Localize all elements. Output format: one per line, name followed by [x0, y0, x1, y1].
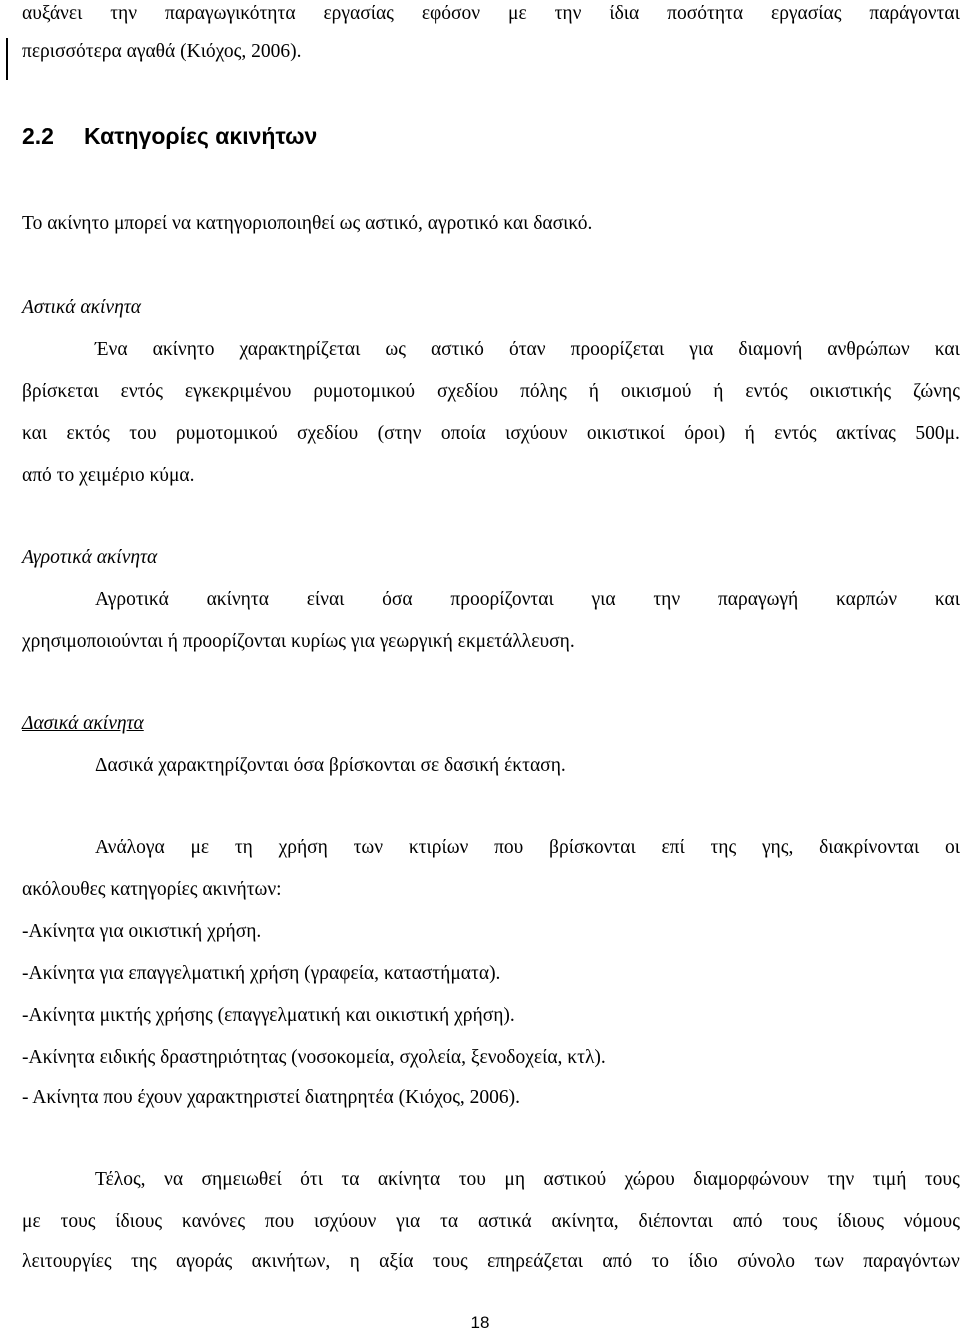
subheading-forest: Δασικά ακίνητα — [22, 713, 144, 734]
word: όροι) — [684, 423, 726, 444]
word: τα — [440, 1211, 459, 1232]
word: Αγροτικά — [95, 589, 169, 610]
word: των — [814, 1251, 844, 1272]
word: από — [732, 1211, 763, 1232]
word: που — [494, 837, 524, 858]
list-item: - Ακίνητα που έχουν χαρακτηριστεί διατηρητέα (Κιόχος, 2006). — [22, 1087, 521, 1108]
word: λειτουργίες — [22, 1251, 112, 1272]
word: ποσότητα — [667, 3, 744, 24]
word: και — [934, 589, 960, 610]
word: Ένα — [95, 339, 128, 360]
word: ρυμοτομικού — [313, 381, 416, 402]
word: για — [396, 1211, 421, 1232]
list-item: -Ακίνητα ειδικής δραστηριότητας (νοσοκομεία, σχολεία, ξενοδοχεία, κτλ). — [22, 1047, 606, 1068]
word: οικισμού — [620, 381, 692, 402]
word: επηρεάζεται — [487, 1251, 584, 1272]
word: αστικό — [430, 339, 484, 360]
word: ίδιους — [837, 1211, 884, 1232]
word: για — [689, 339, 714, 360]
word: διαμονή — [738, 339, 803, 360]
word: που — [264, 1211, 295, 1232]
paragraph-line: χρησιμοποιούνται ή προορίζονται κυρίως για γεωργική εκμετάλλευση. — [22, 631, 575, 652]
word: ίδιο — [688, 1251, 718, 1272]
word: χαρακτηρίζεται — [239, 339, 361, 360]
word: οποία — [440, 423, 486, 444]
word: και — [22, 423, 48, 444]
word: σχεδίου — [436, 381, 499, 402]
word: ίδια — [609, 3, 640, 24]
word: εντός — [745, 381, 788, 402]
word: ως — [385, 339, 406, 360]
word: 500μ. — [915, 423, 960, 444]
paragraph-line: Δασικά χαρακτηρίζονται όσα βρίσκονται σε δασική έκταση. — [95, 755, 566, 776]
word: αυξάνει — [22, 3, 83, 24]
word: ίδιους — [115, 1211, 163, 1232]
section-number: 2.2 — [22, 123, 54, 149]
word: ακτίνας — [836, 423, 896, 444]
word: σύνολο — [737, 1251, 796, 1272]
page-number: 18 — [470, 1313, 490, 1332]
word: διακρίνονται — [819, 837, 920, 858]
section-heading — [22, 122, 317, 150]
word: αγοράς — [176, 1251, 233, 1272]
word: διαμορφώνουν — [693, 1169, 809, 1190]
word: για — [591, 589, 616, 610]
word: εργασίας — [771, 3, 842, 24]
word: τα — [341, 1169, 360, 1190]
word: των — [353, 837, 384, 858]
word: αστικά — [477, 1211, 532, 1232]
word: τους — [782, 1211, 818, 1232]
word: Τέλος, — [95, 1169, 146, 1190]
word: την — [554, 3, 582, 24]
word: (στην — [377, 423, 422, 444]
word: με — [22, 1211, 41, 1232]
word: να — [164, 1169, 184, 1190]
word: Ανάλογα — [95, 837, 165, 858]
list-item: -Ακίνητα μικτής χρήσης (επαγγελματική και οικιστική χρήση). — [22, 1005, 515, 1026]
word: με — [190, 837, 210, 858]
word: από — [602, 1251, 633, 1272]
word: διέπονται — [638, 1211, 713, 1232]
word: αξία — [379, 1251, 414, 1272]
word: ισχύουν — [505, 423, 568, 444]
word: την — [110, 3, 138, 24]
section-title: Κατηγορίες ακινήτων — [84, 123, 318, 149]
word: βρίσκεται — [22, 381, 99, 402]
word: παραγωγή — [717, 589, 799, 610]
revision-bar — [6, 38, 8, 80]
word: τους — [60, 1211, 96, 1232]
word: πόλης — [520, 381, 567, 402]
word: εγκεκριμένου — [184, 381, 292, 402]
paragraph-line — [22, 422, 960, 446]
word: προορίζεται — [570, 339, 665, 360]
list-item: -Ακίνητα για οικιστική χρήση. — [22, 921, 262, 942]
word: οικιστικοί — [586, 423, 665, 444]
word: εντός — [774, 423, 817, 444]
paragraph-line — [95, 1168, 960, 1192]
word: με — [508, 3, 527, 24]
word: γης, — [761, 837, 794, 858]
word: όταν — [508, 339, 546, 360]
word: είναι — [306, 589, 345, 610]
intro-paragraph: Το ακίνητο μπορεί να κατηγοριοποιηθεί ως αστικό, αγροτικό και δασικό. — [22, 213, 593, 234]
word: της — [130, 1251, 157, 1272]
word: σχεδίου — [297, 423, 359, 444]
word: ισχύουν — [314, 1211, 377, 1232]
word: τιμή — [872, 1169, 907, 1190]
paragraph-line — [22, 1210, 960, 1234]
subheading-urban: Αστικά ακίνητα — [22, 297, 141, 318]
word: ή — [588, 381, 599, 402]
word: ή — [713, 381, 724, 402]
word: εκτός — [66, 423, 110, 444]
paragraph-line: περισσότερα αγαθά (Κιόχος, 2006). — [22, 41, 302, 62]
word: ρυμοτομικού — [175, 423, 278, 444]
word: κανόνες — [181, 1211, 246, 1232]
word: επί — [661, 837, 685, 858]
word: προορίζονται — [450, 589, 554, 610]
word: ή — [744, 423, 755, 444]
word: καρπών — [836, 589, 898, 610]
word: του — [458, 1169, 486, 1190]
word: μη — [504, 1169, 526, 1190]
word: τους — [924, 1169, 960, 1190]
word: το — [651, 1251, 670, 1272]
word: οικιστικής — [809, 381, 892, 402]
word: της — [710, 837, 737, 858]
word: παραγωγικότητα — [164, 3, 296, 24]
paragraph-line: ακόλουθες κατηγορίες ακινήτων: — [22, 879, 282, 900]
word: αστικού — [543, 1169, 607, 1190]
word: βρίσκονται — [549, 837, 636, 858]
word: ακίνητα — [206, 589, 269, 610]
word: τους — [432, 1251, 468, 1272]
word: παραγόντων — [863, 1251, 960, 1272]
word: οι — [944, 837, 960, 858]
word: την — [827, 1169, 855, 1190]
word: ανθρώπων — [827, 339, 910, 360]
word: τη — [234, 837, 253, 858]
word: παράγονται — [869, 3, 960, 24]
word: εντός — [120, 381, 163, 402]
word: ακίνητα, — [551, 1211, 619, 1232]
word: η — [349, 1251, 360, 1272]
paragraph-line: από το χειμέριο κύμα. — [22, 465, 195, 486]
word: κτιρίων — [408, 837, 469, 858]
word: ακίνητο — [152, 339, 215, 360]
paragraph-line — [22, 2, 960, 26]
word: ζώνης — [913, 381, 960, 402]
subheading-agricultural: Αγροτικά ακίνητα — [22, 547, 158, 568]
paragraph-line — [95, 338, 960, 362]
paragraph-line — [22, 380, 960, 404]
word: του — [129, 423, 157, 444]
word: όσα — [382, 589, 413, 610]
word: χώρου — [624, 1169, 675, 1190]
word: νόμους — [903, 1211, 960, 1232]
word: σημειωθεί — [201, 1169, 282, 1190]
word: ακινήτων, — [251, 1251, 331, 1272]
word: ότι — [300, 1169, 323, 1190]
word: και — [934, 339, 960, 360]
word: χρήση — [278, 837, 328, 858]
paragraph-line — [95, 836, 960, 860]
list-item: -Ακίνητα για επαγγελματική χρήση (γραφεία, καταστήματα). — [22, 963, 501, 984]
word: την — [653, 589, 681, 610]
paragraph-line — [22, 1250, 960, 1274]
paragraph-line — [95, 588, 960, 612]
word: εργασίας — [323, 3, 394, 24]
word: εφόσον — [421, 3, 481, 24]
word: ακίνητα — [377, 1169, 441, 1190]
